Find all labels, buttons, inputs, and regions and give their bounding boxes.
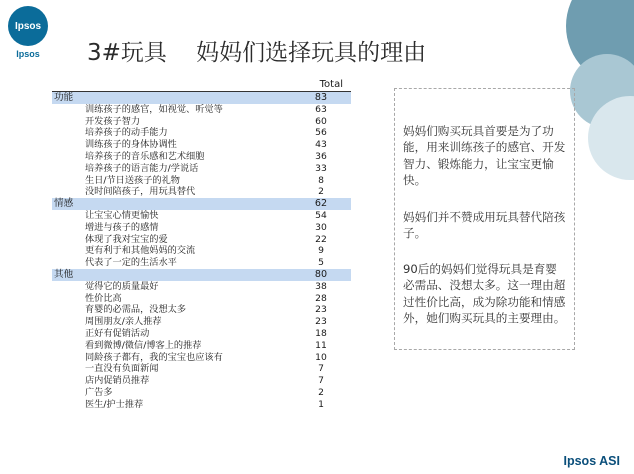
row-value: 33 bbox=[315, 162, 327, 174]
row-value: 54 bbox=[315, 209, 327, 221]
slide-title: 3#玩具 妈妈们选择玩具的理由 bbox=[87, 40, 427, 66]
category-label: 其他 bbox=[54, 268, 74, 280]
row-label: 医生/护士推荐 bbox=[85, 398, 144, 410]
row-value: 7 bbox=[318, 363, 324, 375]
logo-caption: Ipsos bbox=[16, 49, 40, 59]
row-label: 看到微博/微信/博客上的推荐 bbox=[85, 339, 202, 351]
row-value: 5 bbox=[318, 257, 324, 269]
row-label: 生日/节日送孩子的礼物 bbox=[85, 174, 180, 186]
category-row bbox=[52, 269, 351, 281]
row-value: 1 bbox=[318, 398, 324, 410]
table-row bbox=[52, 340, 351, 352]
row-label: 代表了一定的生活水平 bbox=[85, 257, 177, 269]
row-label: 培养孩子的动手能力 bbox=[85, 127, 168, 139]
row-label: 增进与孩子的感情 bbox=[85, 221, 159, 233]
row-label: 培养孩子的音乐感和艺术细胞 bbox=[85, 150, 205, 162]
category-label: 功能 bbox=[54, 92, 74, 103]
category-value: 83 bbox=[314, 92, 328, 103]
table-row bbox=[52, 139, 351, 151]
row-value: 23 bbox=[315, 316, 327, 328]
table-row bbox=[52, 363, 351, 375]
row-label: 广告多 bbox=[85, 386, 113, 398]
insight-paragraph-3: 90后的妈妈们觉得玩具是育婴必需品、没想太多。这一理由超过性价比高，成为除功能和情感外，她们购买玩具的主要理由。 bbox=[403, 262, 566, 326]
row-value: 28 bbox=[315, 292, 327, 304]
row-label: 店内促销员推荐 bbox=[85, 375, 150, 387]
table-row bbox=[52, 352, 351, 364]
insight-box bbox=[394, 88, 575, 350]
row-value: 11 bbox=[315, 339, 327, 351]
row-label: 一直没有负面新闻 bbox=[85, 363, 159, 375]
table-row bbox=[52, 316, 351, 328]
ipsos-logo bbox=[8, 6, 48, 46]
row-label: 育婴的必需品，没想太多 bbox=[85, 304, 187, 316]
row-value: 2 bbox=[318, 386, 324, 398]
row-label: 同龄孩子都有，我的宝宝也应该有 bbox=[85, 351, 223, 363]
table-row bbox=[52, 186, 351, 198]
row-value: 7 bbox=[318, 375, 324, 387]
table-row bbox=[52, 245, 351, 257]
table-row bbox=[52, 127, 351, 139]
column-header-total: Total bbox=[52, 78, 351, 92]
table-row bbox=[52, 151, 351, 163]
row-label: 没时间陪孩子，用玩具替代 bbox=[85, 186, 196, 198]
row-value: 38 bbox=[315, 280, 327, 292]
row-label: 觉得它的质量最好 bbox=[85, 280, 159, 292]
table-row bbox=[52, 387, 351, 399]
table-row bbox=[52, 293, 351, 305]
logo-text: Ipsos bbox=[14, 20, 42, 32]
row-value: 43 bbox=[315, 139, 327, 151]
row-value: 9 bbox=[318, 245, 324, 257]
category-value: 80 bbox=[314, 268, 328, 280]
table-row bbox=[52, 116, 351, 128]
row-value: 10 bbox=[315, 351, 327, 363]
row-value: 36 bbox=[315, 150, 327, 162]
table-row bbox=[52, 222, 351, 234]
row-label: 让宝宝心情更愉快 bbox=[85, 209, 159, 221]
table-row bbox=[52, 281, 351, 293]
table-row bbox=[52, 210, 351, 222]
footer-brand: Ipsos ASI bbox=[563, 454, 620, 468]
table-row bbox=[52, 304, 351, 316]
table-row bbox=[52, 234, 351, 246]
row-label: 培养孩子的语言能力/学说话 bbox=[85, 162, 199, 174]
row-value: 8 bbox=[318, 174, 324, 186]
table-body bbox=[52, 92, 351, 411]
row-label: 训练孩子的身体协调性 bbox=[85, 139, 177, 151]
row-value: 60 bbox=[315, 115, 327, 127]
row-value: 63 bbox=[315, 103, 327, 115]
row-label: 体现了我对宝宝的爱 bbox=[85, 233, 168, 245]
row-value: 56 bbox=[315, 127, 327, 139]
row-label: 性价比高 bbox=[85, 292, 122, 304]
row-label: 正好有促销活动 bbox=[85, 327, 150, 339]
row-value: 22 bbox=[315, 233, 327, 245]
row-value: 18 bbox=[315, 327, 327, 339]
table-row bbox=[52, 328, 351, 340]
table-row bbox=[52, 175, 351, 187]
category-value: 62 bbox=[314, 198, 328, 210]
reasons-table bbox=[52, 78, 351, 411]
table-row bbox=[52, 257, 351, 269]
row-value: 30 bbox=[315, 221, 327, 233]
insight-paragraph-2: 妈妈们并不赞成用玩具替代陪孩子。 bbox=[403, 210, 566, 241]
category-label: 情感 bbox=[54, 198, 74, 210]
table-row bbox=[52, 163, 351, 175]
category-row bbox=[52, 92, 351, 104]
row-value: 2 bbox=[318, 186, 324, 198]
row-label: 更有利于和其他妈妈的交流 bbox=[85, 245, 196, 257]
insight-paragraph-1: 妈妈们购买玩具首要是为了功能，用来训练孩子的感官、开发智力、锻炼能力，让宝宝更愉快。 bbox=[403, 124, 566, 188]
table-row bbox=[52, 104, 351, 116]
table-row bbox=[52, 375, 351, 387]
table-row bbox=[52, 399, 351, 411]
row-label: 周围朋友/亲人推荐 bbox=[85, 316, 162, 328]
row-label: 开发孩子智力 bbox=[85, 115, 141, 127]
row-label: 训练孩子的感官，如视觉、听觉等 bbox=[85, 103, 223, 115]
category-row bbox=[52, 198, 351, 210]
row-value: 23 bbox=[315, 304, 327, 316]
